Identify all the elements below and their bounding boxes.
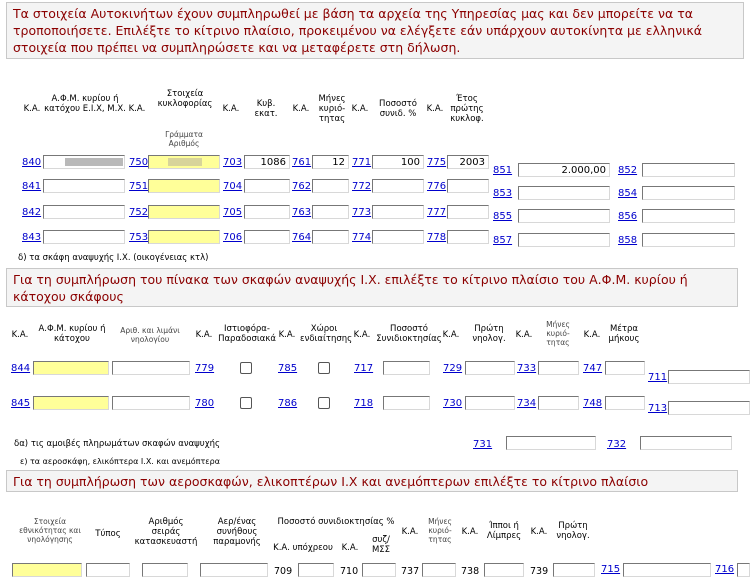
code-label: 738 [461,566,480,577]
boats-header-cabin: Χώροι ενδιαίτησης [300,324,353,344]
code-link[interactable]: 853 [493,188,513,199]
code-link[interactable]: 779 [195,363,215,374]
code-link[interactable]: 711 [648,372,668,383]
code-link[interactable]: 858 [618,235,638,246]
code-link[interactable]: 772 [352,181,372,192]
aircraft-header-percent: Ποσοστό συνιδιοκτησίας % [277,517,395,527]
boats-caption: δ) τα σκάφη αναψυχής Ι.Χ. (οικογένειας κτλ) [18,253,209,263]
boats-header-reg: Αριθ. και λιμάνι νηολογίου [120,326,180,344]
code-link[interactable]: 851 [493,165,513,176]
percent-input[interactable] [372,230,424,244]
amount-input[interactable]: 2.000,00 [518,163,610,177]
code-link[interactable]: 731 [473,439,493,450]
aircraft-header-ka: Κ.Α. [461,527,479,537]
vehicles-header-months: Μήνες κυριό-τητας [318,94,346,124]
months-input[interactable] [312,230,349,244]
boat-afm-input[interactable] [33,396,109,410]
boat-percent-input[interactable] [383,361,430,375]
months-input[interactable] [312,205,349,219]
code-link[interactable]: 776 [427,181,447,192]
boat-reg-input[interactable] [112,396,190,410]
amount-input[interactable] [642,186,735,200]
boat-first-input[interactable] [465,361,515,375]
boats-header-ka: Κ.Α. [442,330,460,340]
aircraft-header-id: Στοιχεία εθνικότητας και νηολόγησης [19,517,81,544]
code-link[interactable]: 704 [223,181,243,192]
boats-header-sail: Ιστιοφόρα-Παραδοσιακά [218,324,276,344]
percent-input[interactable] [372,205,424,219]
plate-input[interactable] [148,179,220,193]
fees-caption: δα) τις αμοιβές πληρωμάτων σκαφών αναψυχής [14,439,220,449]
aircraft-caption: ε) τα αεροσκάφη, ελικόπτερα Ι.Χ. και ανεμόπτερα [20,457,220,466]
code-link[interactable]: 713 [648,403,668,414]
code-link[interactable]: 845 [11,398,31,409]
vehicles-header-ka: Κ.Α. [426,104,444,114]
redacted-afm [65,158,123,166]
cabin-checkbox[interactable] [318,397,330,409]
vehicles-header-percent: Ποσοστό συνιδ. % [379,99,417,119]
code-link[interactable]: 715 [601,564,621,575]
code-link[interactable]: 752 [129,207,149,218]
boat-percent-input[interactable] [383,396,430,410]
aircraft-header-hp: Ίπποι ή Λίμπρες [486,521,522,541]
amount-input[interactable] [642,163,735,177]
code-link[interactable]: 753 [129,232,149,243]
vehicles-header-ka: Κ.Α. [128,104,146,114]
aircraft-header-ka: Κ.Α. [341,543,359,553]
aircraft-header-weight: Αερ/ένας συνήθους παραμονής [213,517,261,547]
percent-input[interactable] [372,179,424,193]
boat-months-input[interactable] [538,361,579,375]
code-link[interactable]: 730 [443,398,463,409]
boats-header-ka: Κ.Α. [353,330,371,340]
code-link[interactable]: 777 [427,207,447,218]
code-link[interactable]: 718 [354,398,374,409]
cc-input[interactable] [244,205,290,219]
aircraft-serial-input[interactable] [142,563,188,577]
amount-input[interactable] [518,233,610,247]
code-link[interactable]: 750 [129,157,149,168]
aircraft-header-first: Πρώτη νηολογ. [556,521,590,541]
afm-input [43,205,125,219]
sail-checkbox[interactable] [240,362,252,374]
boats-header-first: Πρώτη νηολογ. [472,324,506,344]
code-label: 710 [340,566,359,577]
cc-input[interactable]: 1086 [244,155,290,169]
cc-input[interactable] [244,230,290,244]
aircraft-first-input[interactable] [553,563,595,577]
redacted-plate [168,158,202,166]
code-link[interactable]: 852 [618,165,638,176]
code-link[interactable]: 844 [11,363,31,374]
months-input[interactable]: 12 [312,155,349,169]
code-link[interactable]: 732 [607,439,627,450]
boat-total-input[interactable] [668,370,750,384]
vehicles-header-ka: Κ.Α. [292,104,310,114]
code-label: 709 [274,566,293,577]
vehicles-header-year: Έτος πρώτης κυκλοφ. [450,94,484,124]
boat-reg-input[interactable] [112,361,190,375]
months-input[interactable] [312,179,349,193]
code-link[interactable]: 764 [292,232,312,243]
fees-input[interactable] [506,436,596,450]
aircraft-header-serial: Αριθμός σειράς κατασκευαστή [134,517,198,547]
code-link[interactable]: 771 [352,157,372,168]
amount-input[interactable] [518,186,610,200]
boat-first-input[interactable] [465,396,515,410]
code-link[interactable]: 747 [583,363,603,374]
boats-header-ka: Κ.Α. [11,330,29,340]
boat-total-input[interactable] [668,401,750,415]
vehicles-header-plates-sub: Γράμματα Αριθμός [165,130,203,148]
code-link[interactable]: 775 [427,157,447,168]
boat-length-input[interactable] [605,396,645,410]
aircraft-header-ka: Κ.Α. [401,527,419,537]
amount-input[interactable] [642,209,735,223]
code-link[interactable]: 786 [278,398,298,409]
boats-header-ka: Κ.Α. [515,330,533,340]
code-link[interactable]: 840 [22,157,42,168]
code-link[interactable]: 843 [22,232,42,243]
code-link[interactable]: 841 [22,181,42,192]
aircraft-header-spouse: συζ/ ΜΣΣ [371,535,391,555]
boat-months-input[interactable] [538,396,579,410]
plate-input[interactable] [148,205,220,219]
aircraft-weight-input[interactable] [200,563,268,577]
code-link[interactable]: 780 [195,398,215,409]
code-link[interactable]: 842 [22,207,42,218]
code-link[interactable]: 729 [443,363,463,374]
vehicles-header-afm: Α.Φ.Μ. κυρίου ή κατόχου Ε.Ι.Χ, Μ.Χ. [44,94,126,114]
aircraft-total-input[interactable] [737,563,750,577]
boats-header-ka: Κ.Α. [195,330,213,340]
afm-input [43,230,125,244]
boats-header-afm: Α.Φ.Μ. κυρίου ή κάτοχου [38,324,106,344]
vehicles-header-ka: Κ.Α. [222,104,240,114]
year-input[interactable] [447,205,489,219]
code-link[interactable]: 774 [352,232,372,243]
vehicles-header-cc: Κυβ. εκατ. [254,99,278,119]
aircraft-months-input[interactable] [422,563,456,577]
boats-header-percent: Ποσοστό Συνιδιοκτησίας [376,324,442,344]
code-link[interactable]: 705 [223,207,243,218]
boat-afm-input[interactable] [33,361,109,375]
aircraft-header-ka-owner: Κ.Α. υπόχρεου [273,543,333,553]
code-link[interactable]: 773 [352,207,372,218]
boat-length-input[interactable] [605,361,645,375]
aircraft-header-ka: Κ.Α. [530,527,548,537]
amount-input[interactable] [642,233,735,247]
aircraft-id-input[interactable] [12,563,82,577]
amount-input[interactable] [518,209,610,223]
code-link[interactable]: 762 [292,181,312,192]
year-input[interactable]: 2003 [447,155,489,169]
code-link[interactable]: 734 [517,398,537,409]
code-link[interactable]: 733 [517,363,537,374]
aircraft-type-input[interactable] [86,563,130,577]
boats-notice: Για τη συμπλήρωση του πίνακα των σκαφών αναψυχής Ι.Χ. επιλέξτε το κίτρινο πλαίσιο του Α.Φ.Μ. κυρίου ή κάτοχου σκάφους [6,268,738,307]
vehicles-notice: Τα στοιχεία Αυτοκινήτων έχουν συμπληρωθεί με βάση τα αρχεία της Υπηρεσίας μας και δεν μπορείτε να τα τροποποιήσετε. Επιλέξτε το κίτρινο πλαίσιο, προκειμένου να ελέγξετε εάν υπάρχουν αυτοκίνητα με ελληνικά στοιχεία που πρέπει να συμπληρώσετε και να μεταφέρετε στη δήλωση. [6,2,744,59]
code-link[interactable]: 717 [354,363,374,374]
plate-input[interactable] [148,230,220,244]
year-input[interactable] [447,179,489,193]
code-link[interactable]: 716 [715,564,735,575]
aircraft-hp-input[interactable] [484,563,524,577]
vehicles-header-ka: Κ.Α. [351,104,369,114]
code-link[interactable]: 763 [292,207,312,218]
code-link[interactable]: 855 [493,211,513,222]
code-link[interactable]: 703 [223,157,243,168]
code-link[interactable]: 706 [223,232,243,243]
aircraft-total-input[interactable] [623,563,711,577]
code-label: 739 [530,566,549,577]
boats-header-months: Μήνες κυριό-τητας [546,320,570,347]
boats-header-ka: Κ.Α. [278,330,296,340]
year-input[interactable] [447,230,489,244]
code-link[interactable]: 857 [493,235,513,246]
code-label: 737 [401,566,420,577]
code-link[interactable]: 748 [583,398,603,409]
fees-input[interactable] [640,436,732,450]
afm-input [43,179,125,193]
code-link[interactable]: 778 [427,232,447,243]
code-link[interactable]: 785 [278,363,298,374]
aircraft-notice: Για τη συμπλήρωση των αεροσκαφών, ελικοπτέρων Ι.Χ και ανεμόπτερων επιλέξτε το κίτρινο πλαίσιο [6,470,738,492]
cabin-checkbox[interactable] [318,362,330,374]
code-link[interactable]: 761 [292,157,312,168]
boats-header-ka: Κ.Α. [583,330,601,340]
code-link[interactable]: 854 [618,188,638,199]
aircraft-spouse-input[interactable] [362,563,396,577]
percent-input[interactable]: 100 [372,155,424,169]
code-link[interactable]: 751 [129,181,149,192]
sail-checkbox[interactable] [240,397,252,409]
code-link[interactable]: 856 [618,211,638,222]
aircraft-owner-input[interactable] [298,563,334,577]
cc-input[interactable] [244,179,290,193]
aircraft-header-months: Μήνες κυριό-τητας [428,517,452,544]
vehicles-header-ka: Κ.Α. [23,104,41,114]
boats-header-length: Μέτρα μήκους [608,324,640,344]
vehicles-header-plates: Στοιχεία κυκλοφορίας [157,89,213,109]
aircraft-header-type: Τύπος [95,529,121,539]
